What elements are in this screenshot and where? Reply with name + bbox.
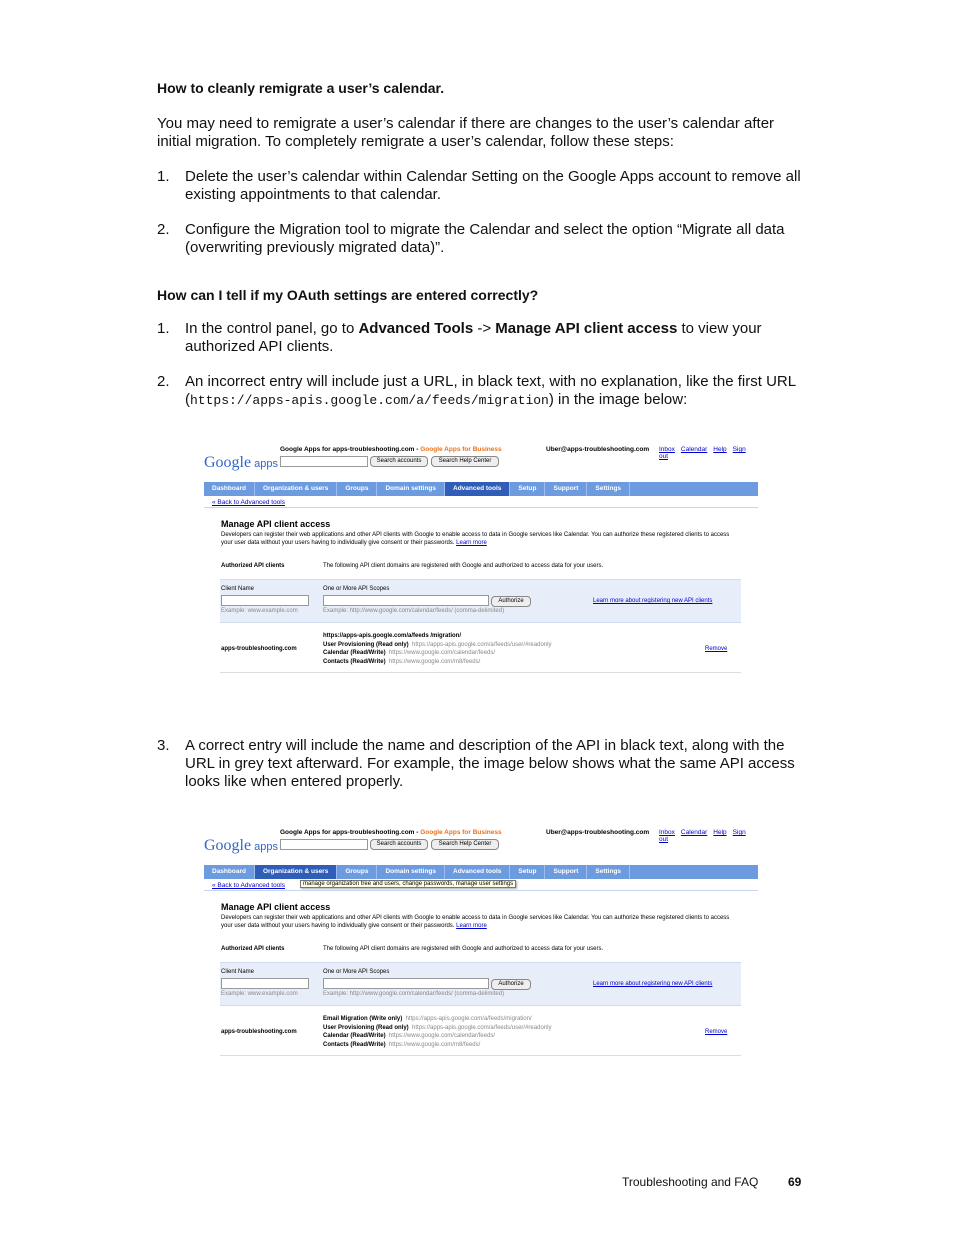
- back-link[interactable]: « Back to Advanced tools: [212, 499, 285, 506]
- authorized-label: Authorized API clients: [221, 563, 285, 569]
- learn-more-link[interactable]: Learn more: [456, 540, 487, 546]
- tab-advanced-tools[interactable]: Advanced tools: [445, 482, 510, 496]
- search-help-button[interactable]: Search Help Center: [431, 839, 499, 850]
- panel-title: Manage API client access: [221, 519, 331, 529]
- inbox-link[interactable]: Inbox: [659, 829, 675, 836]
- authorized-description: The following API client domains are registered with Google and authorized to access data for your users.: [323, 946, 604, 952]
- example-scope: Example: http://www.google.com/calendar/feeds/ (comma-delimited): [323, 991, 505, 997]
- remove-link[interactable]: Remove: [705, 1029, 728, 1035]
- page-number: 69: [788, 1175, 802, 1189]
- tab-groups[interactable]: Groups: [337, 482, 377, 496]
- authorized-description: The following API client domains are registered with Google and authorized to access data for your users.: [323, 563, 604, 569]
- list-text: A correct entry will include the name and description of the API in black text, along with the URL in grey text afterward. For example, the image below shows what the same API access looks like when entered properly.: [185, 737, 795, 790]
- learn-more-link[interactable]: Learn more: [456, 923, 487, 929]
- tab-domain-settings[interactable]: Domain settings: [377, 865, 445, 879]
- help-link[interactable]: Help: [713, 829, 727, 836]
- tab-advanced-tools[interactable]: Advanced tools: [445, 865, 510, 879]
- tab-support[interactable]: Support: [545, 865, 587, 879]
- list-number: 3.: [157, 737, 170, 754]
- example-domain: Example: www.example.com: [221, 608, 298, 614]
- sign-out-link[interactable]: Sign out: [659, 446, 746, 460]
- tab-dashboard[interactable]: Dashboard: [204, 482, 255, 496]
- user-email: Uber@apps-troubleshooting.com: [546, 829, 650, 836]
- client-scopes: Email Migration (Write only) https://apps-apis.google.com/a/feeds/migration/ User Provisioning (Read only) https://apps-apis.google.com/a/feeds/user/#readonly Calendar (Read/Write) https://www.google.com/calendar/feeds/ Contacts (Read/Write) https://www.google.com/m8/feeds/: [323, 1016, 552, 1048]
- manage-api-label: Manage API client access: [495, 320, 678, 337]
- scopes-label: One or More API Scopes: [323, 969, 390, 975]
- divider: [220, 1055, 741, 1056]
- divider: [220, 672, 741, 673]
- section-heading-remigrate: How to cleanly remigrate a user’s calendar.: [157, 80, 445, 96]
- tab-setup[interactable]: Setup: [510, 482, 545, 496]
- google-apps-logo: Google apps: [204, 837, 278, 854]
- client-name-input[interactable]: [221, 595, 309, 606]
- nav-bar: [204, 482, 758, 496]
- google-apps-logo: Google apps: [204, 454, 278, 471]
- section-heading-oauth: How can I tell if my OAuth settings are entered correctly?: [157, 287, 539, 303]
- help-link[interactable]: Help: [713, 446, 727, 453]
- example-domain: Example: www.example.com: [221, 991, 298, 997]
- search-accounts-button[interactable]: Search accounts: [370, 456, 428, 467]
- list-number: 1.: [157, 320, 170, 337]
- tab-setup[interactable]: Setup: [510, 865, 545, 879]
- list-text: Delete the user’s calendar within Calendar Setting on the Google Apps account to remove all existing appointments to that calendar.: [185, 168, 801, 203]
- list-number: 2.: [157, 221, 170, 238]
- authorized-label: Authorized API clients: [221, 946, 285, 952]
- authorize-button[interactable]: Authorize: [491, 596, 531, 607]
- list-number: 1.: [157, 168, 170, 185]
- list-text: In the control panel, go to Advanced Tools -> Manage API client access to view your authorized API clients.: [185, 320, 762, 355]
- search-help-button[interactable]: Search Help Center: [431, 456, 499, 467]
- add-client-panel: [220, 962, 741, 1006]
- learn-more-register-link[interactable]: Learn more about registering new API clients: [593, 981, 713, 987]
- domain-label: Google Apps for apps-troubleshooting.com - Google Apps for Business: [280, 829, 502, 836]
- client-domain: apps-troubleshooting.com: [221, 646, 297, 652]
- screenshot-incorrect-entry: [202, 442, 760, 677]
- user-email: Uber@apps-troubleshooting.com: [546, 446, 650, 453]
- add-client-panel: [220, 579, 741, 623]
- search-input[interactable]: [280, 839, 368, 850]
- top-links: [659, 446, 760, 460]
- top-links: [659, 829, 760, 843]
- screenshot-correct-entry: [202, 825, 760, 1060]
- tab-organization[interactable]: Organization & users: [255, 865, 337, 879]
- panel-description: Developers can register their web applications and other API clients with Google to enable access to data in Google services like Calendar. You can authorize these registered clients to access your user data without your users having to individually give consent or their passwords. Learn more: [221, 915, 730, 929]
- divider: [204, 507, 758, 508]
- scopes-label: One or More API Scopes: [323, 586, 390, 592]
- inbox-link[interactable]: Inbox: [659, 446, 675, 453]
- intro-paragraph: You may need to remigrate a user’s calendar if there are changes to the user’s calendar after initial migration. To completely remigrate a user’s calendar, follow these steps:: [157, 115, 775, 150]
- calendar-link[interactable]: Calendar: [680, 829, 708, 836]
- client-name-input[interactable]: [221, 978, 309, 989]
- client-name-label: Client Name: [221, 969, 255, 975]
- divider: [204, 890, 758, 891]
- tab-organization[interactable]: Organization & users: [255, 482, 337, 496]
- calendar-link[interactable]: Calendar: [680, 446, 708, 453]
- tab-dashboard[interactable]: Dashboard: [204, 865, 255, 879]
- scopes-input[interactable]: [323, 978, 489, 989]
- search-accounts-button[interactable]: Search accounts: [370, 839, 428, 850]
- remove-link[interactable]: Remove: [705, 646, 728, 652]
- search-input[interactable]: [280, 456, 368, 467]
- authorize-button[interactable]: Authorize: [491, 979, 531, 990]
- scopes-input[interactable]: [323, 595, 489, 606]
- tab-settings[interactable]: Settings: [587, 865, 630, 879]
- tab-domain-settings[interactable]: Domain settings: [377, 482, 445, 496]
- panel-title: Manage API client access: [221, 902, 331, 912]
- sign-out-link[interactable]: Sign out: [659, 829, 746, 843]
- example-scope: Example: http://www.google.com/calendar/feeds/ (comma-delimited): [323, 608, 505, 614]
- list-text: An incorrect entry will include just a URL, in black text, with no explanation, like the first URL (https://apps-apis.google.com/a/feeds/migration) in the image below:: [185, 373, 796, 408]
- tab-support[interactable]: Support: [545, 482, 587, 496]
- migration-url-code: https://apps-apis.google.com/a/feeds/migration: [190, 393, 549, 408]
- domain-label: Google Apps for apps-troubleshooting.com - Google Apps for Business: [280, 446, 502, 453]
- nav-bar: [204, 865, 758, 879]
- tab-settings[interactable]: Settings: [587, 482, 630, 496]
- back-link[interactable]: « Back to Advanced tools: [212, 882, 285, 889]
- nav-tooltip: manage organization tree and users, change passwords, manage user settings: [300, 880, 516, 888]
- list-number: 2.: [157, 373, 170, 390]
- footer-section: Troubleshooting and FAQ: [622, 1175, 759, 1189]
- client-name-label: Client Name: [221, 586, 255, 592]
- client-domain: apps-troubleshooting.com: [221, 1029, 297, 1035]
- learn-more-register-link[interactable]: Learn more about registering new API clients: [593, 598, 713, 604]
- tab-groups[interactable]: Groups: [337, 865, 377, 879]
- list-text: Configure the Migration tool to migrate the Calendar and select the option “Migrate all data (overwriting previously migrated data)”.: [185, 221, 785, 256]
- client-scopes: https://apps-apis.google.com/a/feeds /migration/ User Provisioning (Read only) https://apps-apis.google.com/a/feeds/user/#readonly Calendar (Read/Write) https://www.google.com/calendar/feeds/ Contacts (Read/Write) https://www.google.com/m8/feeds/: [323, 633, 552, 665]
- panel-description: Developers can register their web applications and other API clients with Google to enable access to data in Google services like Calendar. You can authorize these registered clients to access your user data without your users having to individually give consent or their passwords. Learn more: [221, 532, 730, 546]
- advanced-tools-label: Advanced Tools: [358, 320, 474, 337]
